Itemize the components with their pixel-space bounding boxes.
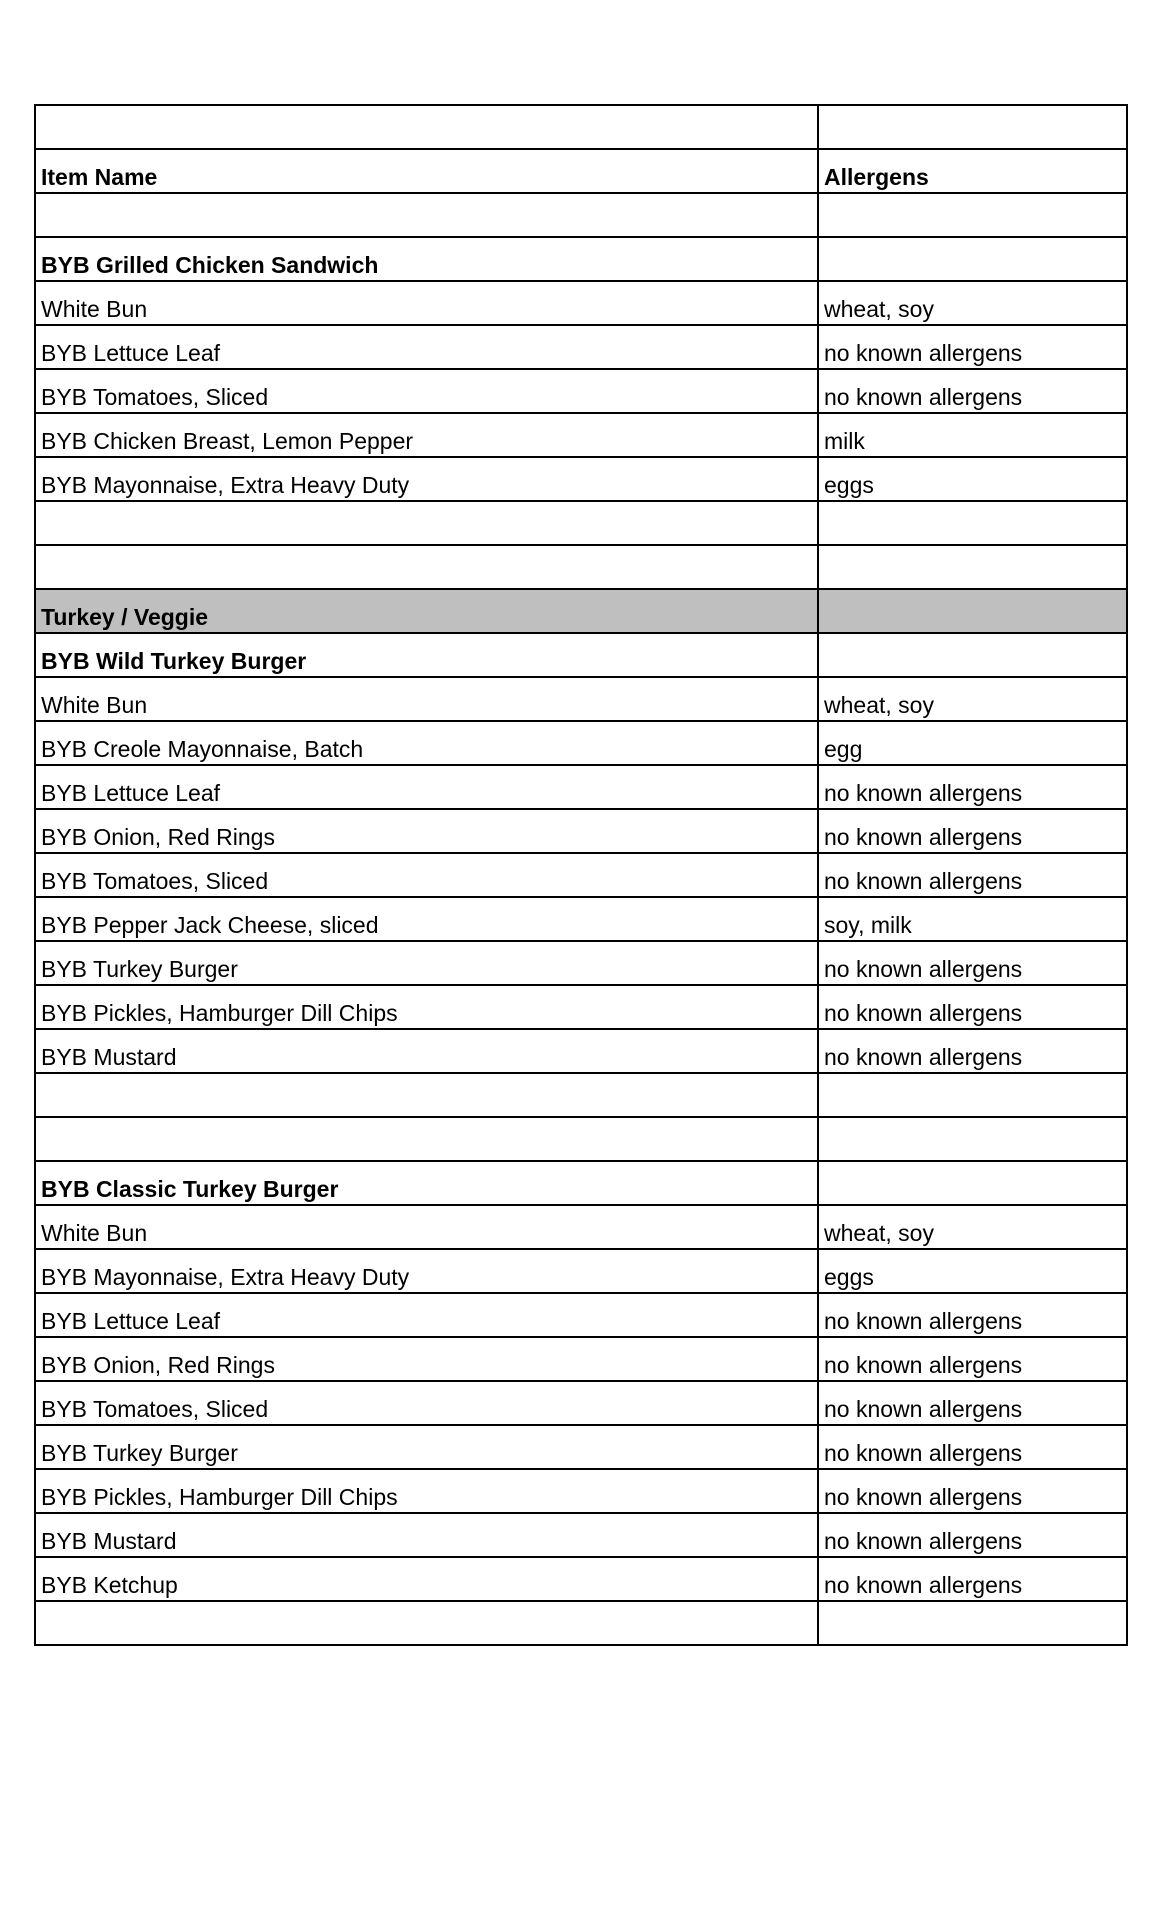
allergens-cell: [818, 501, 1127, 545]
allergens-cell: [818, 105, 1127, 149]
ingredient-row: [35, 1029, 1127, 1073]
ingredient-row: [35, 809, 1127, 853]
allergens-cell: no known allergens: [818, 1029, 1127, 1073]
blank-row: [35, 105, 1127, 149]
ingredient-row: [35, 281, 1127, 325]
ingredient-row: [35, 369, 1127, 413]
column-header-allergens: Allergens: [818, 149, 1127, 193]
column-header-item-name: Item Name: [35, 149, 818, 193]
menu-item-group-row: [35, 1161, 1127, 1205]
item-name-cell: BYB Pepper Jack Cheese, sliced: [35, 897, 818, 941]
allergens-cell: no known allergens: [818, 985, 1127, 1029]
item-name-cell: BYB Chicken Breast, Lemon Pepper: [35, 413, 818, 457]
blank-row: [35, 1117, 1127, 1161]
ingredient-row: [35, 897, 1127, 941]
item-name-cell: BYB Mayonnaise, Extra Heavy Duty: [35, 457, 818, 501]
allergens-cell: eggs: [818, 1249, 1127, 1293]
item-name-cell: BYB Onion, Red Rings: [35, 1337, 818, 1381]
allergens-cell: [818, 1117, 1127, 1161]
item-name-cell: [35, 1601, 818, 1645]
ingredient-row: [35, 1425, 1127, 1469]
item-name-cell: BYB Tomatoes, Sliced: [35, 853, 818, 897]
item-name-cell: BYB Tomatoes, Sliced: [35, 1381, 818, 1425]
blank-row: [35, 545, 1127, 589]
blank-row: [35, 501, 1127, 545]
ingredient-row: [35, 1513, 1127, 1557]
item-name-cell: White Bun: [35, 1205, 818, 1249]
item-name-cell: BYB Lettuce Leaf: [35, 1293, 818, 1337]
ingredient-row: [35, 1337, 1127, 1381]
item-name-cell: BYB Mustard: [35, 1513, 818, 1557]
ingredient-row: [35, 1381, 1127, 1425]
item-name-cell: BYB Ketchup: [35, 1557, 818, 1601]
ingredient-row: [35, 1557, 1127, 1601]
item-name-cell: White Bun: [35, 281, 818, 325]
allergens-cell: wheat, soy: [818, 1205, 1127, 1249]
allergens-cell: no known allergens: [818, 941, 1127, 985]
allergens-cell: no known allergens: [818, 1337, 1127, 1381]
ingredient-row: [35, 721, 1127, 765]
allergens-cell: [818, 193, 1127, 237]
allergens-cell: [818, 237, 1127, 281]
item-name-cell: [35, 1117, 818, 1161]
item-name-cell: BYB Onion, Red Rings: [35, 809, 818, 853]
ingredient-row: [35, 1293, 1127, 1337]
ingredient-row: [35, 677, 1127, 721]
ingredient-row: [35, 457, 1127, 501]
ingredient-row: [35, 765, 1127, 809]
item-name-cell: BYB Lettuce Leaf: [35, 325, 818, 369]
allergens-cell: no known allergens: [818, 1557, 1127, 1601]
blank-row: [35, 193, 1127, 237]
allergens-cell: eggs: [818, 457, 1127, 501]
allergens-cell: no known allergens: [818, 1469, 1127, 1513]
item-name-cell: BYB Turkey Burger: [35, 941, 818, 985]
item-name-cell: BYB Pickles, Hamburger Dill Chips: [35, 985, 818, 1029]
item-name-cell: [35, 501, 818, 545]
allergens-cell: milk: [818, 413, 1127, 457]
item-name-cell: BYB Mustard: [35, 1029, 818, 1073]
item-name-cell: [35, 193, 818, 237]
item-name-cell: BYB Classic Turkey Burger: [35, 1161, 818, 1205]
allergens-cell: no known allergens: [818, 809, 1127, 853]
header-row: [35, 149, 1127, 193]
item-name-cell: BYB Tomatoes, Sliced: [35, 369, 818, 413]
allergens-cell: no known allergens: [818, 325, 1127, 369]
blank-row: [35, 1601, 1127, 1645]
allergens-cell: [818, 1601, 1127, 1645]
allergens-cell: wheat, soy: [818, 677, 1127, 721]
menu-item-group-row: [35, 237, 1127, 281]
ingredient-row: [35, 985, 1127, 1029]
allergens-cell: [818, 1073, 1127, 1117]
ingredient-row: [35, 325, 1127, 369]
menu-item-group-row: [35, 633, 1127, 677]
ingredient-row: [35, 1205, 1127, 1249]
item-name-cell: [35, 105, 818, 149]
category-row: [35, 589, 1127, 633]
allergen-table: [34, 104, 1128, 1646]
item-name-cell: [35, 545, 818, 589]
item-name-cell: White Bun: [35, 677, 818, 721]
allergens-cell: no known allergens: [818, 1513, 1127, 1557]
allergens-cell: no known allergens: [818, 853, 1127, 897]
allergens-cell: no known allergens: [818, 1425, 1127, 1469]
allergens-cell: soy, milk: [818, 897, 1127, 941]
item-name-cell: BYB Turkey Burger: [35, 1425, 818, 1469]
blank-row: [35, 1073, 1127, 1117]
allergens-cell: no known allergens: [818, 1293, 1127, 1337]
allergens-cell: [818, 545, 1127, 589]
item-name-cell: BYB Mayonnaise, Extra Heavy Duty: [35, 1249, 818, 1293]
ingredient-row: [35, 853, 1127, 897]
item-name-cell: BYB Creole Mayonnaise, Batch: [35, 721, 818, 765]
item-name-cell: [35, 1073, 818, 1117]
ingredient-row: [35, 413, 1127, 457]
allergens-cell: [818, 589, 1127, 633]
allergens-cell: no known allergens: [818, 369, 1127, 413]
allergens-cell: [818, 633, 1127, 677]
allergens-cell: [818, 1161, 1127, 1205]
item-name-cell: BYB Grilled Chicken Sandwich: [35, 237, 818, 281]
ingredient-row: [35, 1249, 1127, 1293]
item-name-cell: BYB Pickles, Hamburger Dill Chips: [35, 1469, 818, 1513]
allergens-cell: no known allergens: [818, 1381, 1127, 1425]
allergens-cell: no known allergens: [818, 765, 1127, 809]
ingredient-row: [35, 941, 1127, 985]
allergens-cell: egg: [818, 721, 1127, 765]
ingredient-row: [35, 1469, 1127, 1513]
allergen-table-body: [35, 105, 1127, 1645]
item-name-cell: Turkey / Veggie: [35, 589, 818, 633]
item-name-cell: BYB Wild Turkey Burger: [35, 633, 818, 677]
item-name-cell: BYB Lettuce Leaf: [35, 765, 818, 809]
allergens-cell: wheat, soy: [818, 281, 1127, 325]
